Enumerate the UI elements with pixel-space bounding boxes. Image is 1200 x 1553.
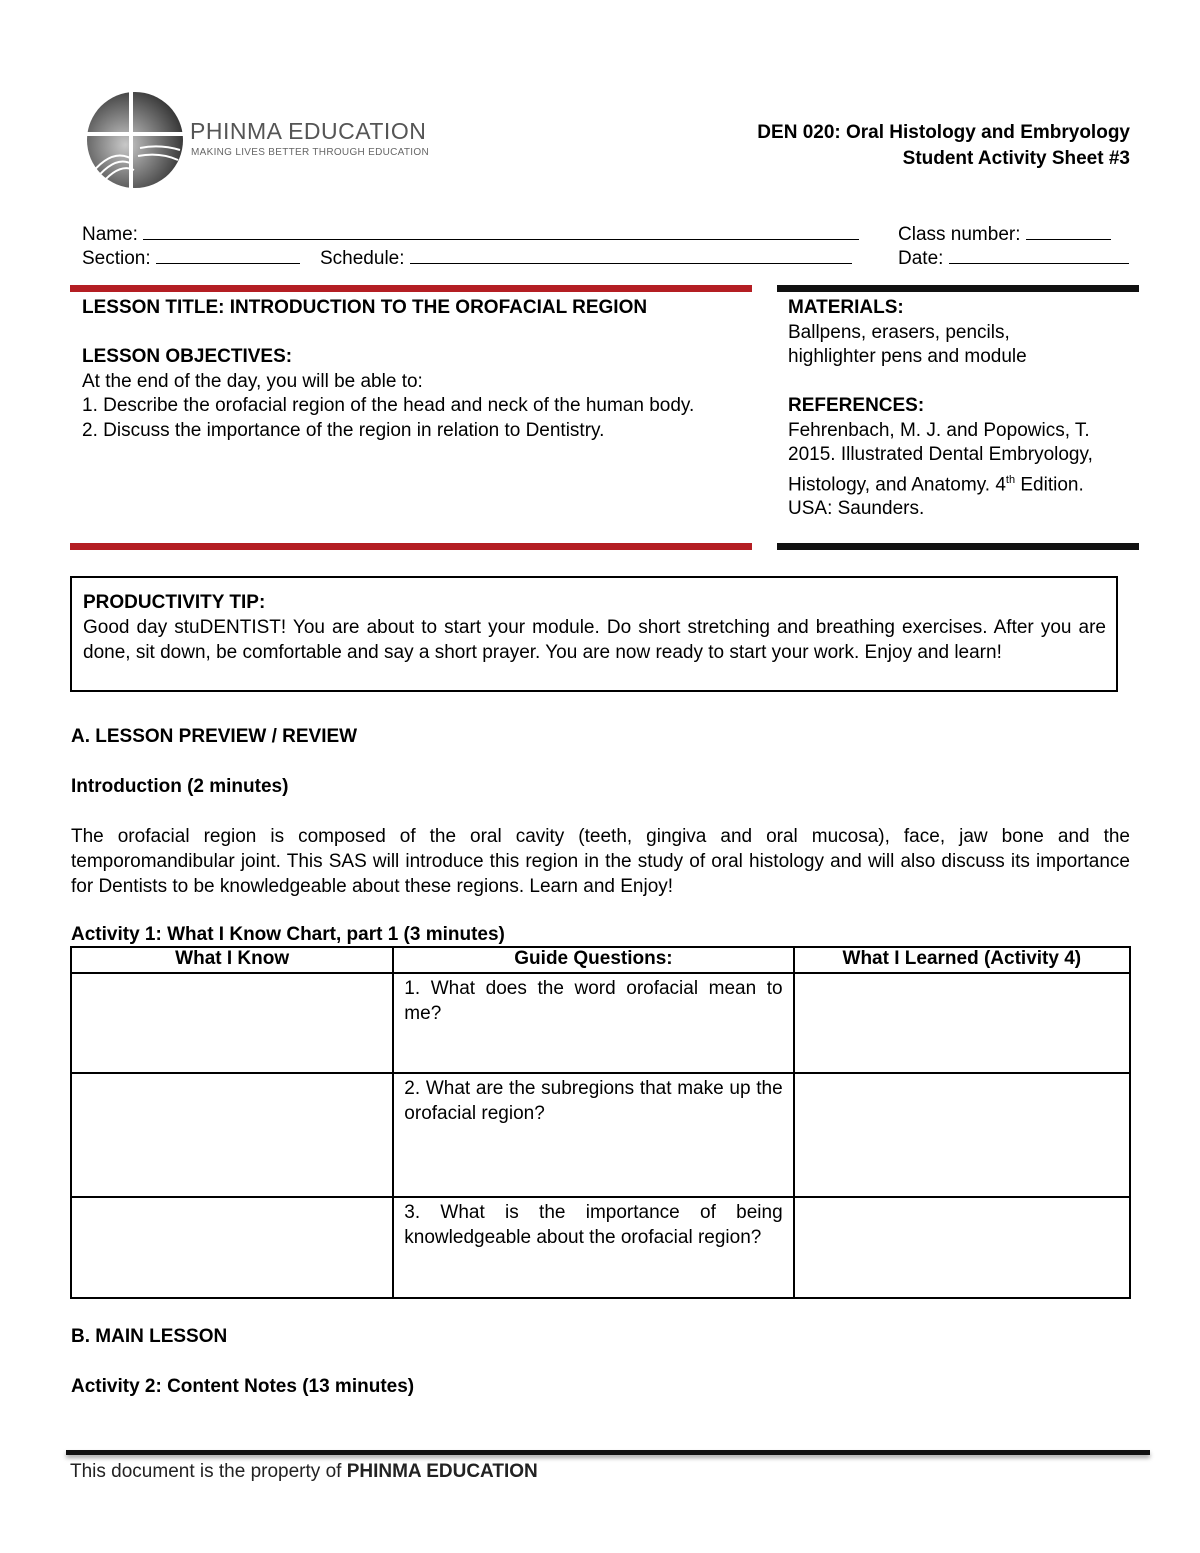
activity-2-heading: Activity 2: Content Notes (13 minutes) xyxy=(71,1376,415,1397)
schedule-blank[interactable] xyxy=(410,245,852,264)
chart-header-row xyxy=(71,947,1130,973)
date-field[interactable] xyxy=(898,245,1129,270)
what-i-learned-cell-2[interactable] xyxy=(794,1073,1130,1197)
section-label: Section: xyxy=(82,248,151,269)
lesson-panel xyxy=(82,296,752,443)
schedule-field[interactable] xyxy=(320,245,852,270)
guide-question-2: 2. What are the subregions that make up the orofacial region? xyxy=(393,1073,793,1197)
logo-name: PHINMA EDUCATION xyxy=(190,118,427,144)
logo-tagline: MAKING LIVES BETTER THROUGH EDUCATION xyxy=(191,147,429,158)
lesson-bottom-bar xyxy=(70,543,752,550)
what-i-learned-cell-1[interactable] xyxy=(794,973,1130,1073)
footer-prefix: This document is the property of xyxy=(70,1461,347,1482)
what-i-know-cell-1[interactable] xyxy=(71,973,393,1073)
references-body: Fehrenbach, M. J. and Popowics, T. 2015. Illustrated Dental Embryology, Histology, and Anatomy. 4 xyxy=(788,419,1093,495)
class-number-field[interactable] xyxy=(898,221,1111,246)
what-i-learned-cell-3[interactable] xyxy=(794,1197,1130,1298)
guide-question-3: 3. What is the importance of being knowledgeable about the orofacial region? xyxy=(393,1197,793,1298)
name-label: Name: xyxy=(82,224,138,245)
references-body-end: Edition. USA: Saunders. xyxy=(788,473,1084,520)
references-text xyxy=(788,419,1118,522)
objective-2: 2. Discuss the importance of the region in relation to Dentistry. xyxy=(82,419,605,441)
name-blank[interactable] xyxy=(143,221,859,240)
what-i-know-cell-3[interactable] xyxy=(71,1197,393,1298)
table-row xyxy=(71,1197,1130,1298)
footer-owner: PHINMA EDUCATION xyxy=(346,1461,538,1482)
objective-1: 1. Describe the orofacial region of the head and neck of the human body. xyxy=(82,395,695,416)
introduction-text: The orofacial region is composed of the oral cavity (teeth, gingiva and oral mucosa), face, jaw bone and the temporomandibular joint. This SAS will introduce this region in the study of oral histology and will also discuss its importance for Dentists to be knowledgeable about these regions. Learn and Enjoy! xyxy=(71,826,1130,897)
table-row xyxy=(71,1073,1130,1197)
what-i-know-cell-2[interactable] xyxy=(71,1073,393,1197)
date-blank[interactable] xyxy=(949,245,1129,264)
materials-text: Ballpens, erasers, pencils, highlighter pens and module xyxy=(788,321,1027,367)
class-number-blank[interactable] xyxy=(1026,221,1111,240)
course-header xyxy=(757,120,1130,172)
tip-heading: PRODUCTIVITY TIP: xyxy=(83,592,266,613)
schedule-label: Schedule: xyxy=(320,248,405,269)
name-field[interactable] xyxy=(82,221,859,246)
footer-divider xyxy=(66,1450,1150,1455)
introduction-heading: Introduction (2 minutes) xyxy=(71,776,289,797)
guide-question-1: 1. What does the word orofacial mean to me? xyxy=(393,973,793,1073)
section-blank[interactable] xyxy=(156,245,300,264)
materials-heading: MATERIALS: xyxy=(788,297,904,318)
objectives-heading: LESSON OBJECTIVES: xyxy=(82,346,293,367)
lesson-title: LESSON TITLE: INTRODUCTION TO THE OROFACIAL REGION xyxy=(82,297,648,318)
tip-text: Good day stuDENTIST! You are about to start your module. Do short stretching and breathing exercises. After you are done, sit down, be comfortable and say a short prayer. You are now ready to start your work. Enjoy and learn! xyxy=(83,617,1106,663)
activity-1-heading: Activity 1: What I Know Chart, part 1 (3 minutes) xyxy=(71,924,505,945)
references-sup: th xyxy=(1005,473,1016,486)
sheet-title: Student Activity Sheet #3 xyxy=(902,148,1130,169)
column-header-what-i-know: What I Know xyxy=(71,947,393,973)
references-heading: REFERENCES: xyxy=(788,395,925,416)
column-header-what-i-learned: What I Learned (Activity 4) xyxy=(794,947,1130,973)
section-b-heading: B. MAIN LESSON xyxy=(71,1326,228,1347)
section-field[interactable] xyxy=(82,245,300,270)
lesson-top-bar xyxy=(70,285,752,292)
class-number-label: Class number: xyxy=(898,224,1021,245)
what-i-know-chart xyxy=(70,946,1131,1299)
materials-panel xyxy=(788,296,1128,522)
date-label: Date: xyxy=(898,248,944,269)
table-row xyxy=(71,973,1130,1073)
productivity-tip-box xyxy=(70,576,1118,692)
objectives-intro: At the end of the day, you will be able to: xyxy=(82,370,423,392)
section-a-heading: A. LESSON PREVIEW / REVIEW xyxy=(71,726,358,747)
column-header-guide-questions: Guide Questions: xyxy=(393,947,793,973)
materials-top-bar xyxy=(777,285,1139,292)
materials-bottom-bar xyxy=(777,543,1139,550)
footer-text xyxy=(70,1461,538,1483)
course-title: DEN 020: Oral Histology and Embryology xyxy=(757,122,1130,143)
